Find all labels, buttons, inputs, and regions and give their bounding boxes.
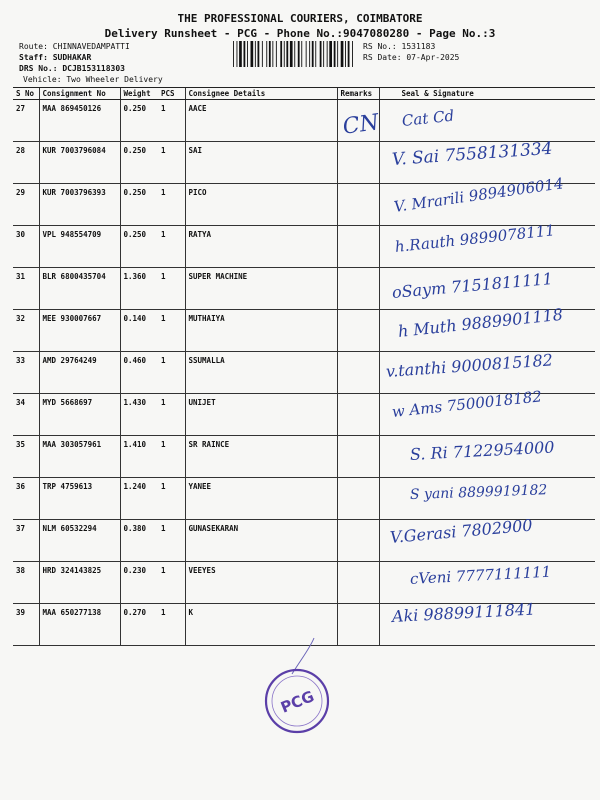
col-remarks: Remarks xyxy=(337,88,379,100)
cell-consignee: SR RAINCE xyxy=(185,436,337,478)
cell-sno: 30 xyxy=(13,226,39,268)
cell-pcs: 1 xyxy=(158,604,185,646)
rs-date-label: RS Date: xyxy=(363,53,402,62)
barcode-bar xyxy=(247,41,248,67)
cell-pcs: 1 xyxy=(158,142,185,184)
cell-sno: 29 xyxy=(13,184,39,226)
handwritten-signature: w Ams 7500018182 xyxy=(391,387,543,421)
vehicle-label: Vehicle: xyxy=(23,75,62,84)
route-value: CHINNAVEDAMPATTI xyxy=(52,42,130,51)
drs-line xyxy=(19,64,125,74)
cell-consignee: UNIJET xyxy=(185,394,337,436)
cell-weight: 0.230 xyxy=(120,562,158,604)
col-consignment: Consignment No xyxy=(39,88,120,100)
cell-sno: 38 xyxy=(13,562,39,604)
cell-sno: 32 xyxy=(13,310,39,352)
barcode-bar xyxy=(244,41,246,67)
col-pcs: PCS xyxy=(158,88,185,100)
cell-weight: 0.460 xyxy=(120,352,158,394)
cell-pcs: 1 xyxy=(158,436,185,478)
barcode-bar xyxy=(262,41,263,67)
cell-pcs: 1 xyxy=(158,478,185,520)
cell-weight: 1.240 xyxy=(120,478,158,520)
cell-consignee: YANEE xyxy=(185,478,337,520)
cell-consignment: BLR 6800435704 xyxy=(39,268,120,310)
barcode-bar xyxy=(290,41,293,67)
handwritten-signature: V. Mrarili 9894906014 xyxy=(392,174,565,216)
handwritten-signature: cVeni 7777111111 xyxy=(409,562,552,588)
col-weight: Weight xyxy=(120,88,158,100)
staff-label: Staff: xyxy=(19,53,48,62)
cell-weight: 0.140 xyxy=(120,310,158,352)
runsheet-title: Delivery Runsheet - PCG - Phone No.:9047080280 - Page No.:3 xyxy=(104,27,496,40)
col-seal: Seal & Signature xyxy=(379,88,595,100)
route-label: Route: xyxy=(19,42,48,51)
barcode-bar xyxy=(233,41,234,67)
col-sno: S No xyxy=(13,88,39,100)
cell-pcs: 1 xyxy=(158,268,185,310)
cell-pcs: 1 xyxy=(158,100,185,142)
barcode-bar xyxy=(286,41,288,67)
cell-sno: 39 xyxy=(13,604,39,646)
cell-consignment: TRP 4759613 xyxy=(39,478,120,520)
barcode-bar xyxy=(251,41,254,67)
cell-consignee: K xyxy=(185,604,337,646)
barcode-bar xyxy=(280,41,282,67)
cell-weight: 1.410 xyxy=(120,436,158,478)
col-consignee: Consignee Details xyxy=(185,88,337,100)
table-header-row xyxy=(13,88,595,100)
handwritten-signature: h Muth 9889901118 xyxy=(397,304,564,341)
cell-consignment: VPL 948554709 xyxy=(39,226,120,268)
rs-date-line xyxy=(363,53,459,63)
staff-line xyxy=(19,53,91,63)
barcode-bar xyxy=(266,41,267,67)
barcode-bar xyxy=(239,41,242,67)
barcode-bar xyxy=(323,41,324,67)
cell-sno: 27 xyxy=(13,100,39,142)
handwritten-signature: Cat Cd xyxy=(401,106,455,130)
barcode-bar xyxy=(352,41,353,67)
barcode xyxy=(232,41,358,67)
cell-consignee: GUNASEKARAN xyxy=(185,520,337,562)
barcode-bar xyxy=(298,41,300,67)
cell-pcs: 1 xyxy=(158,226,185,268)
cell-weight: 1.360 xyxy=(120,268,158,310)
cell-weight: 0.250 xyxy=(120,184,158,226)
barcode-bar xyxy=(258,41,260,67)
cell-sno: 36 xyxy=(13,478,39,520)
cell-consignment: KUR 7003796393 xyxy=(39,184,120,226)
cell-weight: 1.430 xyxy=(120,394,158,436)
cell-weight: 0.270 xyxy=(120,604,158,646)
cell-remarks xyxy=(337,394,379,436)
rs-no-line xyxy=(363,42,435,52)
barcode-bar xyxy=(284,41,285,67)
rs-no-value: 1531183 xyxy=(401,42,436,51)
barcode-bar xyxy=(334,41,336,67)
vehicle-line xyxy=(23,75,163,85)
cell-pcs: 1 xyxy=(158,310,185,352)
cell-remarks xyxy=(337,268,379,310)
handwritten-signature: oSaym 7151811111 xyxy=(391,268,554,302)
cell-weight: 0.250 xyxy=(120,142,158,184)
cell-consignee: MUTHAIYA xyxy=(185,310,337,352)
handwritten-signature: V. Sai 7558131334 xyxy=(391,138,554,170)
cell-remarks xyxy=(337,226,379,268)
rs-no-label: RS No.: xyxy=(363,42,397,51)
cell-consignment: KUR 7003796084 xyxy=(39,142,120,184)
cell-remarks xyxy=(337,562,379,604)
barcode-bar xyxy=(255,41,256,67)
handwritten-signature: Aki 98899111841 xyxy=(391,599,536,626)
cell-sno: 35 xyxy=(13,436,39,478)
cell-consignment: MYD 5668697 xyxy=(39,394,120,436)
cell-consignee: SUPER MACHINE xyxy=(185,268,337,310)
cell-weight: 0.250 xyxy=(120,226,158,268)
cell-consignee: VEEYES xyxy=(185,562,337,604)
cell-consignment: MAA 303057961 xyxy=(39,436,120,478)
barcode-bar xyxy=(301,41,302,67)
handwritten-signature: v.tanthi 9000815182 xyxy=(385,350,554,381)
remarks-mark: CN xyxy=(341,110,381,140)
pcg-stamp xyxy=(262,666,332,736)
barcode-bar xyxy=(237,41,238,67)
cell-pcs: 1 xyxy=(158,520,185,562)
cell-weight: 0.250 xyxy=(120,100,158,142)
stamp-text: PCG xyxy=(278,687,317,717)
cell-consignment: MAA 650277138 xyxy=(39,604,120,646)
barcode-bar xyxy=(294,41,295,67)
cell-sno: 37 xyxy=(13,520,39,562)
cell-sno: 28 xyxy=(13,142,39,184)
cell-consignee: PICO xyxy=(185,184,337,226)
barcode-bar xyxy=(269,41,271,67)
cell-consignment: MEE 930007667 xyxy=(39,310,120,352)
barcode-bar xyxy=(309,41,310,67)
handwritten-signature: h.Rauth 9899078111 xyxy=(394,221,556,256)
company-title: THE PROFESSIONAL COURIERS, COIMBATORE xyxy=(177,12,423,25)
cell-remarks xyxy=(337,436,379,478)
barcode-bar xyxy=(315,41,316,67)
cell-pcs: 1 xyxy=(158,352,185,394)
cell-consignee: RATYA xyxy=(185,226,337,268)
cell-pcs: 1 xyxy=(158,562,185,604)
barcode-bar xyxy=(306,41,307,67)
barcode-bar xyxy=(327,41,328,67)
cell-consignment: HRD 324143825 xyxy=(39,562,120,604)
barcode-bar xyxy=(312,41,314,67)
cell-consignee: SAI xyxy=(185,142,337,184)
vehicle-value: Two Wheeler Delivery xyxy=(66,75,163,84)
barcode-bar xyxy=(276,41,277,67)
route-line xyxy=(19,42,130,52)
cell-consignment: MAA 869450126 xyxy=(39,100,120,142)
cell-consignment: NLM 60532294 xyxy=(39,520,120,562)
barcode-bar xyxy=(345,41,346,67)
cell-sno: 34 xyxy=(13,394,39,436)
handwritten-signature: S. Ri 7122954000 xyxy=(409,437,555,464)
cell-remarks xyxy=(337,478,379,520)
cell-remarks xyxy=(337,142,379,184)
cell-remarks xyxy=(337,184,379,226)
cell-remarks xyxy=(337,310,379,352)
cell-sno: 33 xyxy=(13,352,39,394)
cell-sno: 31 xyxy=(13,268,39,310)
barcode-bar xyxy=(341,41,344,67)
drs-label: DRS No.: xyxy=(19,64,58,73)
barcode-bar xyxy=(329,41,332,67)
drs-value: DCJB153118303 xyxy=(62,64,125,73)
rs-date-value: 07-Apr-2025 xyxy=(406,53,460,62)
table-row xyxy=(13,100,595,142)
cell-consignment: AMD 29764249 xyxy=(39,352,120,394)
barcode-bar xyxy=(272,41,273,67)
cell-remarks xyxy=(337,520,379,562)
barcode-bar xyxy=(337,41,338,67)
cell-consignee: AACE xyxy=(185,100,337,142)
cell-consignee: SSUMALLA xyxy=(185,352,337,394)
handwritten-signature: S yani 8899919182 xyxy=(409,482,548,503)
cell-pcs: 1 xyxy=(158,184,185,226)
cell-remarks xyxy=(337,352,379,394)
barcode-bar xyxy=(348,41,350,67)
cell-weight: 0.380 xyxy=(120,520,158,562)
barcode-bar xyxy=(320,41,322,67)
handwritten-signature: V.Gerasi 7802900 xyxy=(389,515,534,547)
staff-value: SUDHAKAR xyxy=(52,53,92,62)
cell-pcs: 1 xyxy=(158,394,185,436)
cell-remarks xyxy=(337,604,379,646)
